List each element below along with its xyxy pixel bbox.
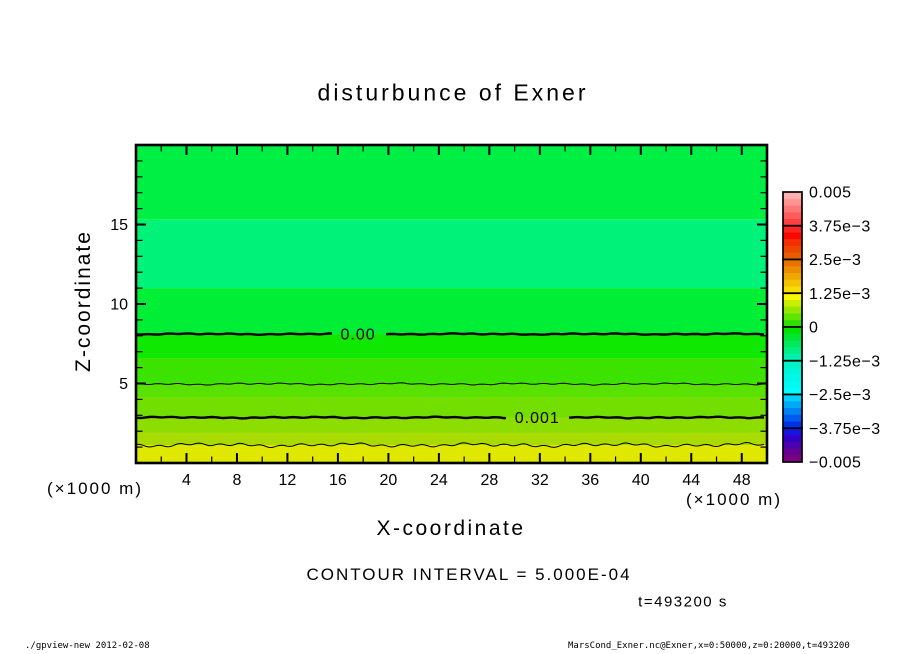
colorbar-strip (783, 226, 802, 233)
colorbar-tick-label: −0.005 (809, 454, 862, 472)
colorbar-strip (783, 347, 802, 354)
fill-band (136, 334, 767, 358)
colorbar-strip (783, 233, 802, 240)
colorbar-tick-label: 1.25e−3 (809, 285, 871, 303)
z-axis-label: Z-coordinate (72, 230, 95, 372)
colorbar-strip (783, 260, 802, 267)
colorbar-strip (783, 415, 802, 422)
colorbar-strip (783, 327, 802, 334)
plot-title: disturbunce of Exner (317, 79, 589, 106)
contour-line (137, 333, 764, 335)
colorbar-strip (783, 368, 802, 375)
x-tick-label: 16 (329, 472, 347, 489)
colorbar-strip (783, 381, 802, 388)
x-tick-label: 48 (732, 472, 751, 489)
colorbar-strip (783, 435, 802, 442)
colorbar-strip (783, 314, 802, 321)
colorbar-strip (783, 192, 802, 199)
x-tick-label: 36 (581, 472, 600, 489)
colorbar-strip (783, 395, 802, 402)
colorbar-strip (783, 266, 802, 273)
contour-value-label: 0.001 (514, 410, 560, 428)
colorbar-strip (783, 273, 802, 280)
z-tick-label: 5 (119, 376, 128, 393)
fill-band (136, 288, 767, 334)
x-tick-label: 8 (232, 472, 242, 489)
contour-interval-note: CONTOUR INTERVAL = 5.000E-04 (306, 565, 632, 584)
colorbar-strip (783, 442, 802, 449)
colorbar-strip (783, 401, 802, 408)
x-tick-label: 32 (530, 472, 549, 489)
x-tick-label: 40 (631, 472, 650, 489)
x-tick-label: 24 (429, 472, 448, 489)
fill-band (136, 445, 767, 463)
colorbar-tick-label: 3.75e−3 (809, 218, 871, 236)
colorbar-strip (783, 307, 802, 314)
x-tick-label: 20 (379, 472, 398, 489)
colorbar-strip (783, 239, 802, 246)
colorbar-tick-label: 0.005 (809, 184, 852, 202)
footer-source-text: MarsCond_Exner.nc@Exner,x=0:50000,z=0:20000,t=493200 (568, 641, 850, 651)
colorbar-strip (783, 199, 802, 206)
colorbar-strip (783, 206, 802, 213)
colorbar-strip (783, 341, 802, 348)
x-axis-label: X-coordinate (376, 517, 526, 540)
x-axis-unit-label: (×1000 m) (686, 490, 782, 509)
x-tick-label: 28 (480, 472, 499, 489)
fill-band (136, 384, 767, 397)
contour-value-label: 0.00 (340, 326, 376, 344)
colorbar-tick-label: −3.75e−3 (809, 420, 881, 438)
fill-band (136, 145, 767, 220)
colorbar-strip (783, 408, 802, 415)
colorbar-strip (783, 246, 802, 253)
colorbar-strip (783, 212, 802, 219)
z-tick-label: 10 (110, 296, 128, 314)
x-tick-label: 12 (278, 472, 297, 489)
x-tick-label: 44 (682, 472, 701, 489)
colorbar-strip (783, 300, 802, 307)
colorbar-strip (783, 374, 802, 381)
colorbar-strip (783, 280, 802, 287)
colorbar-tick-label: −2.5e−3 (809, 387, 872, 404)
z-axis-unit-label: (×1000 m) (47, 479, 143, 498)
colorbar-strip (783, 361, 802, 368)
x-tick-label: 4 (182, 472, 191, 489)
colorbar-strip (783, 428, 802, 435)
colorbar-tick-label: 0 (809, 319, 819, 337)
fill-band (136, 418, 767, 433)
fill-band (136, 433, 767, 445)
colorbar-tick-label: 2.5e−3 (809, 252, 862, 269)
footer-command-text: ./gpview-new 2012-02-08 (25, 641, 150, 651)
z-tick-label: 15 (110, 217, 128, 234)
colorbar-tick-label: −1.25e−3 (809, 353, 881, 371)
fill-band (136, 358, 767, 384)
contour-line (137, 417, 764, 419)
colorbar-strip (783, 293, 802, 300)
fill-band (136, 220, 767, 288)
time-stamp: t=493200 s (638, 593, 728, 611)
colorbar-strip (783, 334, 802, 341)
colorbar-strip (783, 449, 802, 456)
fill-band (136, 397, 767, 418)
